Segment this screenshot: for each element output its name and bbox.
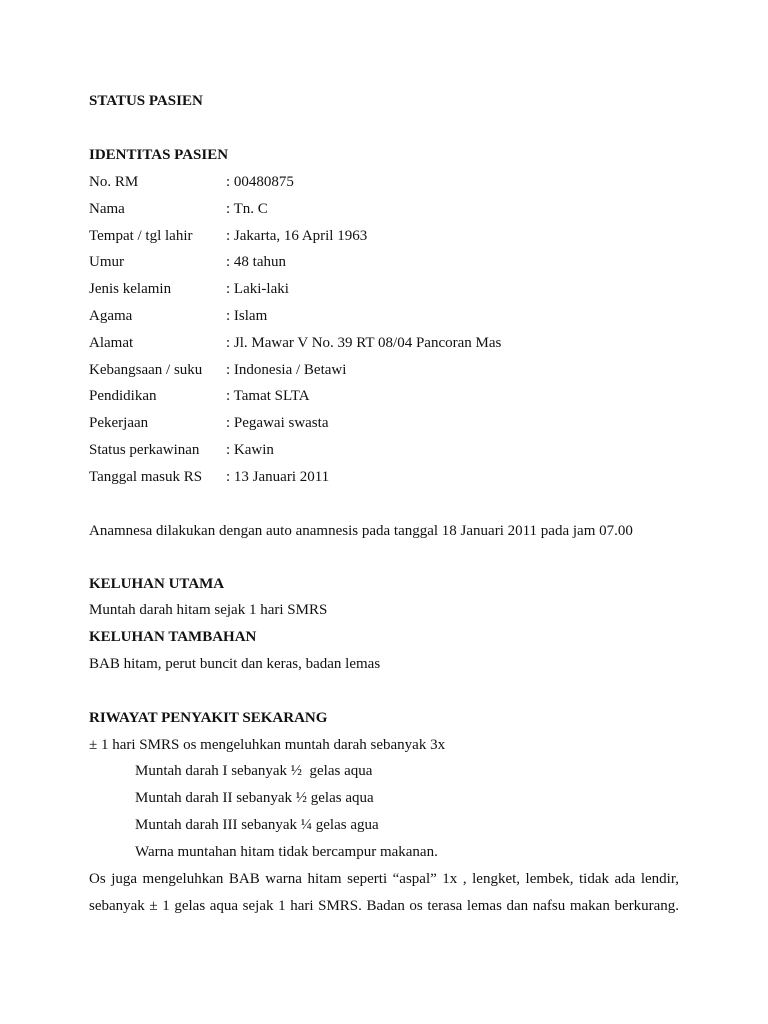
document-title: STATUS PASIEN [89, 93, 203, 109]
identity-value: : Kawin [226, 442, 274, 458]
identity-label: Pekerjaan [89, 415, 149, 432]
identity-label: Alamat [89, 334, 134, 351]
identity-label: No. RM [89, 174, 139, 190]
identity-value: : 13 Januari 2011 [226, 468, 330, 485]
riwayat-item: Muntah darah II sebanyak ½ gelas aqua [135, 790, 374, 806]
anamnesa-text: Anamnesa dilakukan dengan auto anamnesis pada tanggal 18 Januari 2011 pada jam 07.00 [89, 523, 633, 539]
identitas-heading: IDENTITAS PASIEN [89, 147, 229, 163]
identity-value: : Pegawai swasta [226, 415, 329, 432]
identity-value: : Jakarta, 16 April 1963 [226, 227, 368, 244]
riwayat-paragraph-line: Os juga mengeluhkan BAB warna hitam seperti “aspal” 1x , lengket, lembek, tidak ada lendir, [89, 871, 679, 887]
identity-label: Agama [89, 308, 133, 324]
riwayat-paragraph-line: sebanyak ± 1 gelas aqua sejak 1 hari SMRS. Badan os terasa lemas dan nafsu makan berkurang. [89, 898, 679, 914]
riwayat-intro: ± 1 hari SMRS os mengeluhkan muntah darah sebanyak 3x [89, 737, 446, 753]
riwayat-heading: RIWAYAT PENYAKIT SEKARANG [89, 710, 328, 726]
identity-label: Tempat / tgl lahir [89, 227, 193, 244]
identity-label: Jenis kelamin [89, 281, 172, 298]
identity-value: : Laki-laki [226, 281, 289, 298]
identity-label: Tanggal masuk RS [89, 468, 203, 485]
identity-value: : Tn. C [226, 200, 268, 217]
identity-label: Kebangsaan / suku [89, 361, 203, 378]
identity-value: : 00480875 [226, 174, 294, 190]
riwayat-item: Muntah darah III sebanyak ¼ gelas agua [135, 817, 379, 833]
identity-value: : Jl. Mawar V No. 39 RT 08/04 Pancoran Mas [226, 334, 502, 351]
keluhan-utama-text: Muntah darah hitam sejak 1 hari SMRS [89, 602, 328, 618]
identity-label: Nama [89, 200, 125, 217]
identity-value: : Tamat SLTA [226, 388, 310, 405]
riwayat-item: Muntah darah I sebanyak ½ gelas aqua [135, 763, 373, 779]
keluhan-utama-heading: KELUHAN UTAMA [89, 576, 225, 592]
keluhan-tambahan-text: BAB hitam, perut buncit dan keras, badan lemas [89, 656, 381, 672]
riwayat-item: Warna muntahan hitam tidak bercampur makanan. [135, 844, 438, 860]
identity-value: : Indonesia / Betawi [226, 361, 347, 378]
keluhan-tambahan-heading: KELUHAN TAMBAHAN [89, 629, 257, 645]
identity-label: Status perkawinan [89, 442, 200, 458]
identity-label: Umur [89, 254, 124, 271]
identity-label: Pendidikan [89, 388, 157, 405]
identity-value: : 48 tahun [226, 254, 286, 271]
identity-value: : Islam [226, 308, 268, 324]
